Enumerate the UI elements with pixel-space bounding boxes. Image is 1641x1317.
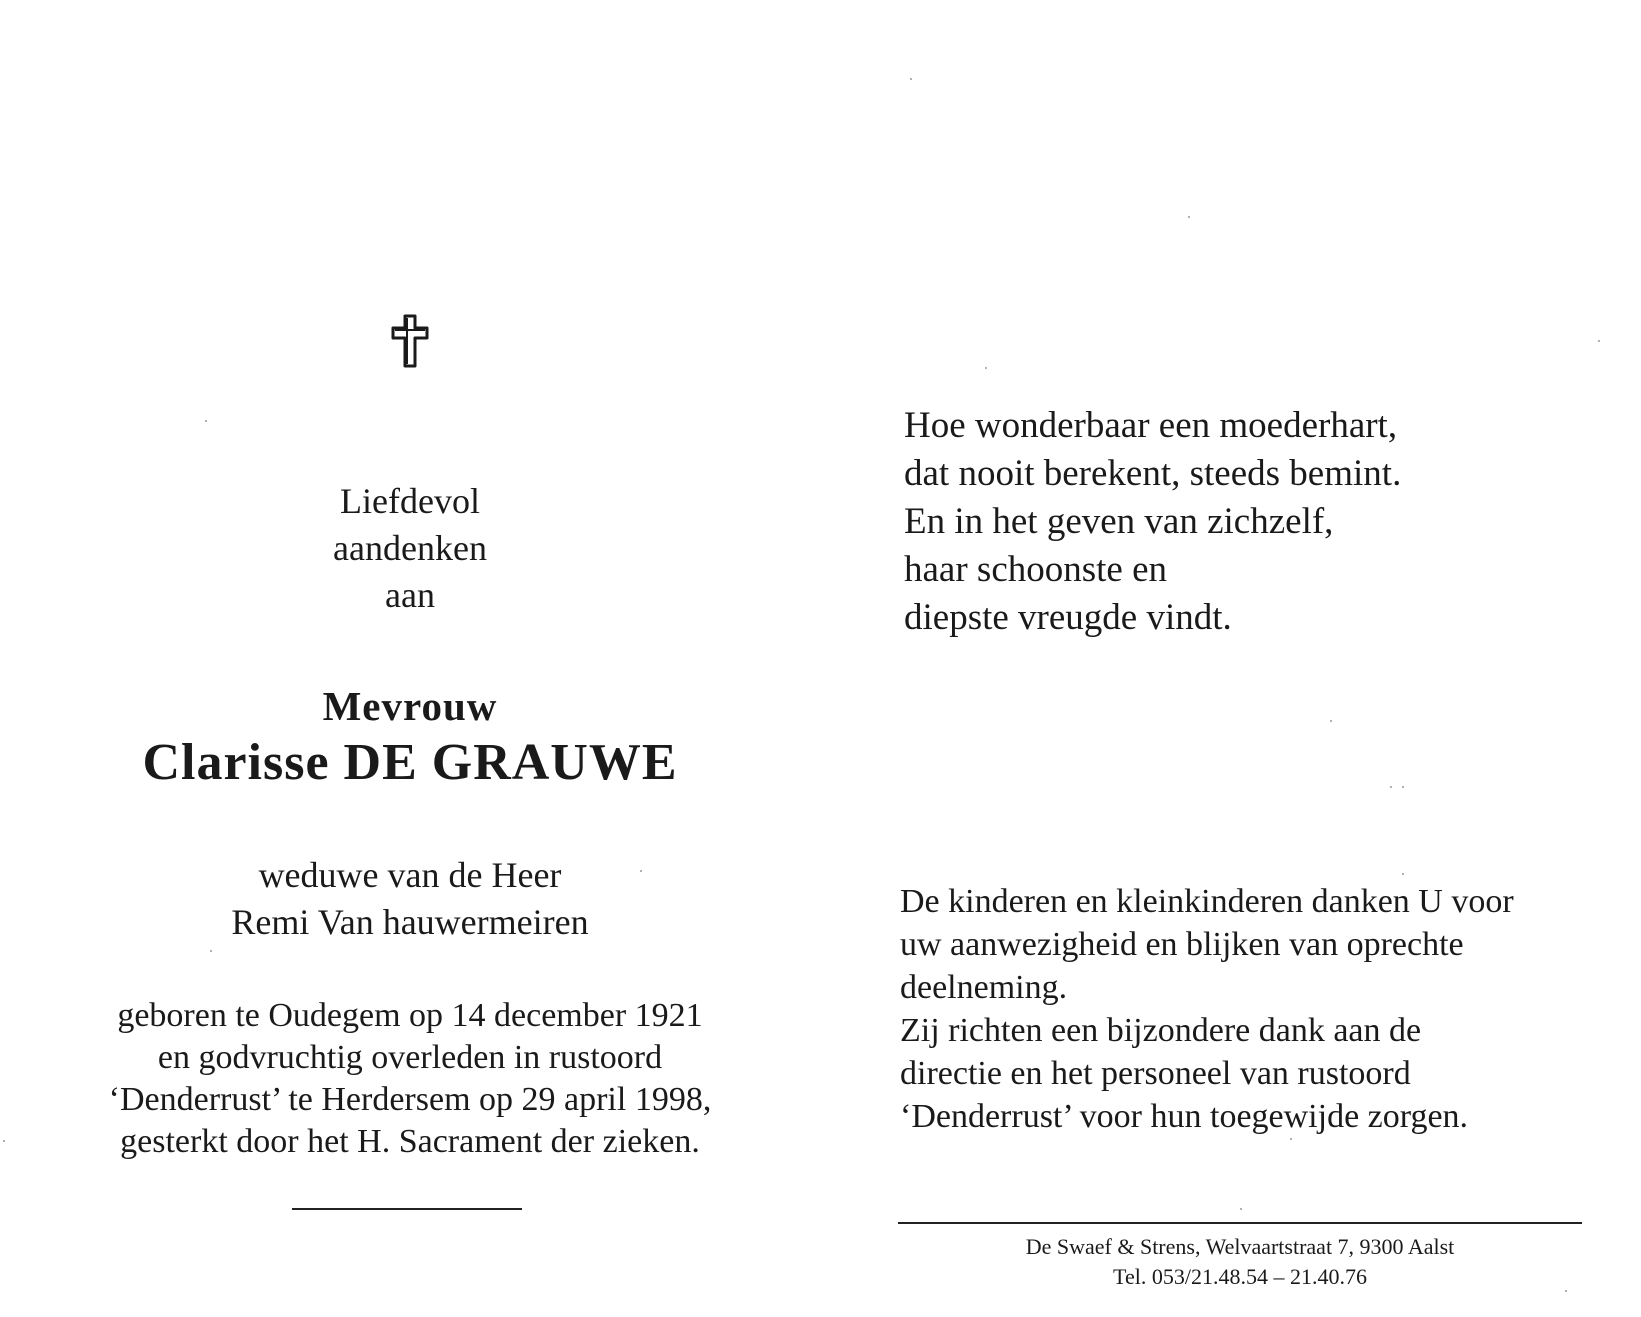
scan-speck bbox=[210, 950, 212, 952]
bio-line: gesterkt door het H. Sacrament der zieken. bbox=[120, 1123, 700, 1160]
intro-line: aan bbox=[385, 575, 435, 615]
scan-speck bbox=[205, 420, 207, 422]
scan-speck bbox=[1290, 1138, 1292, 1140]
scan-speck bbox=[1330, 720, 1332, 722]
intro-text bbox=[210, 478, 610, 619]
intro-line: aandenken bbox=[333, 528, 487, 568]
thanks-line: deelneming. bbox=[900, 969, 1068, 1006]
poem-line: Hoe wonderbaar een moederhart, bbox=[904, 405, 1398, 446]
scan-speck bbox=[985, 367, 987, 369]
bio-line: en godvruchtig overleden in rustoord bbox=[157, 1039, 663, 1076]
poem-line: haar schoonste en bbox=[904, 549, 1168, 590]
deceased-name: Clarisse DE GRAUWE bbox=[142, 734, 678, 791]
scan-speck bbox=[640, 870, 642, 872]
poem-line: En in het geven van zichzelf, bbox=[904, 501, 1334, 542]
scan-speck bbox=[3, 1140, 5, 1142]
left-divider bbox=[292, 1208, 522, 1210]
scan-speck bbox=[1390, 786, 1392, 788]
thanks-line: De kinderen en kleinkinderen danken U voor bbox=[900, 883, 1514, 920]
bio-line: ‘Denderrust’ te Herdersem op 29 april 1998, bbox=[108, 1081, 712, 1118]
widow-text bbox=[110, 852, 710, 946]
scan-speck bbox=[1598, 340, 1600, 342]
right-divider bbox=[898, 1222, 1582, 1224]
scan-speck bbox=[1565, 1290, 1567, 1292]
printer-imprint bbox=[900, 1232, 1580, 1292]
thanks-text bbox=[900, 880, 1600, 1138]
widow-line: weduwe van de Heer bbox=[258, 855, 562, 895]
scan-speck bbox=[1402, 786, 1404, 788]
widow-line: Remi Van hauwermeiren bbox=[231, 902, 589, 942]
printer-line: De Swaef & Strens, Welvaartstraat 7, 9300 Aalst bbox=[1025, 1234, 1455, 1259]
poem-text bbox=[904, 402, 1584, 642]
thanks-line: uw aanwezigheid en blijken van oprechte bbox=[900, 926, 1464, 963]
honorific-title: Mevrouw bbox=[322, 683, 498, 729]
poem-line: diepste vreugde vindt. bbox=[904, 597, 1232, 638]
cross-icon bbox=[388, 312, 432, 370]
intro-line: Liefdevol bbox=[340, 481, 480, 521]
thanks-line: Zij richten een bijzondere dank aan de bbox=[900, 1012, 1422, 1049]
bio-line: geboren te Oudegem op 14 december 1921 bbox=[117, 997, 703, 1034]
biography-text bbox=[60, 995, 760, 1163]
poem-line: dat nooit berekent, steeds bemint. bbox=[904, 453, 1402, 494]
scan-speck bbox=[1240, 1208, 1242, 1210]
thanks-line: ‘Denderrust’ voor hun toegewijde zorgen. bbox=[900, 1098, 1469, 1135]
scan-speck bbox=[1188, 216, 1190, 218]
printer-line: Tel. 053/21.48.54 – 21.40.76 bbox=[1113, 1264, 1367, 1289]
scan-speck bbox=[910, 78, 912, 80]
scan-speck bbox=[1402, 873, 1404, 875]
thanks-line: directie en het personeel van rustoord bbox=[900, 1055, 1411, 1092]
